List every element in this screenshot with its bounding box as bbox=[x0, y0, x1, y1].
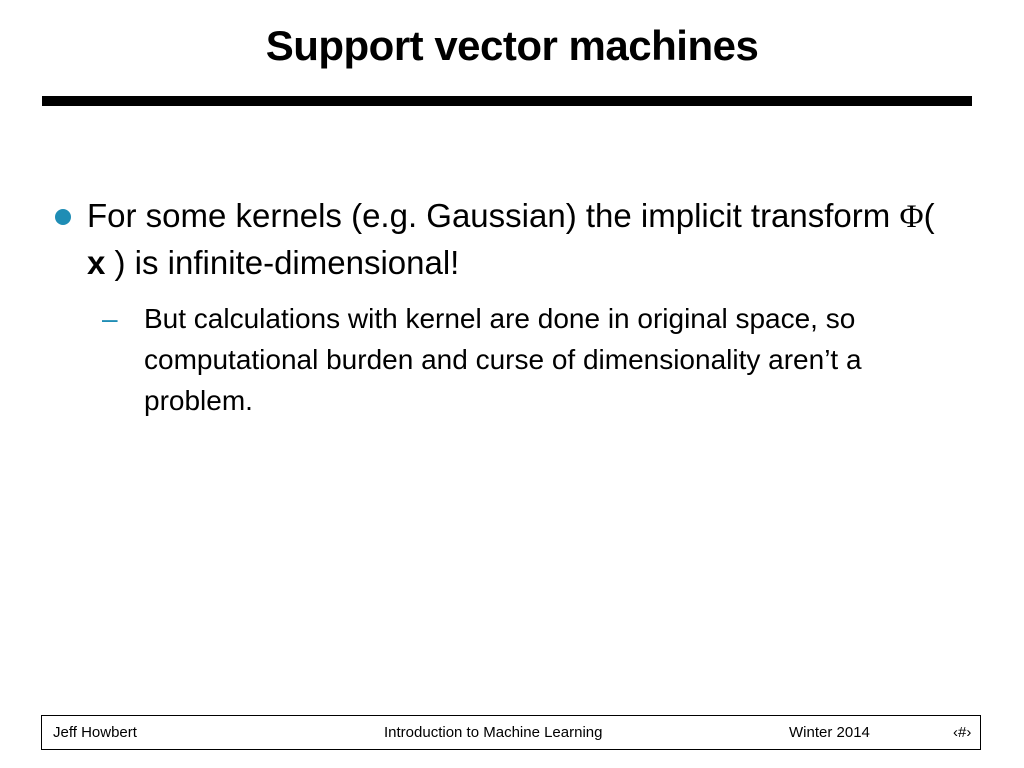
bullet-text bbox=[87, 193, 947, 286]
slide-footer bbox=[41, 715, 981, 750]
phi-symbol: Φ bbox=[899, 199, 924, 235]
footer-term: Winter 2014 bbox=[789, 724, 870, 741]
sub-bullet-dash: – bbox=[102, 303, 118, 334]
bullet-text-part: For some kernels (e.g. Gaussian) the implicit transform bbox=[87, 197, 900, 234]
bullet-text-end: ) is infinite-dimensional! bbox=[105, 244, 460, 281]
slide-title: Support vector machines bbox=[265, 22, 759, 69]
footer-page-number: ‹#› bbox=[953, 724, 972, 741]
title-underline-rule bbox=[42, 96, 972, 106]
sub-bullet-text: But calculations with kernel are done in original space, so computational burden and curse of dimensionality aren’t a problem. bbox=[144, 303, 862, 416]
bullet-text-paren: ( bbox=[923, 197, 935, 234]
footer-author: Jeff Howbert bbox=[53, 724, 137, 741]
bullet-dot-icon bbox=[55, 209, 71, 225]
footer-course-title: Introduction to Machine Learning bbox=[384, 724, 603, 741]
x-vector-symbol: x bbox=[87, 244, 106, 281]
